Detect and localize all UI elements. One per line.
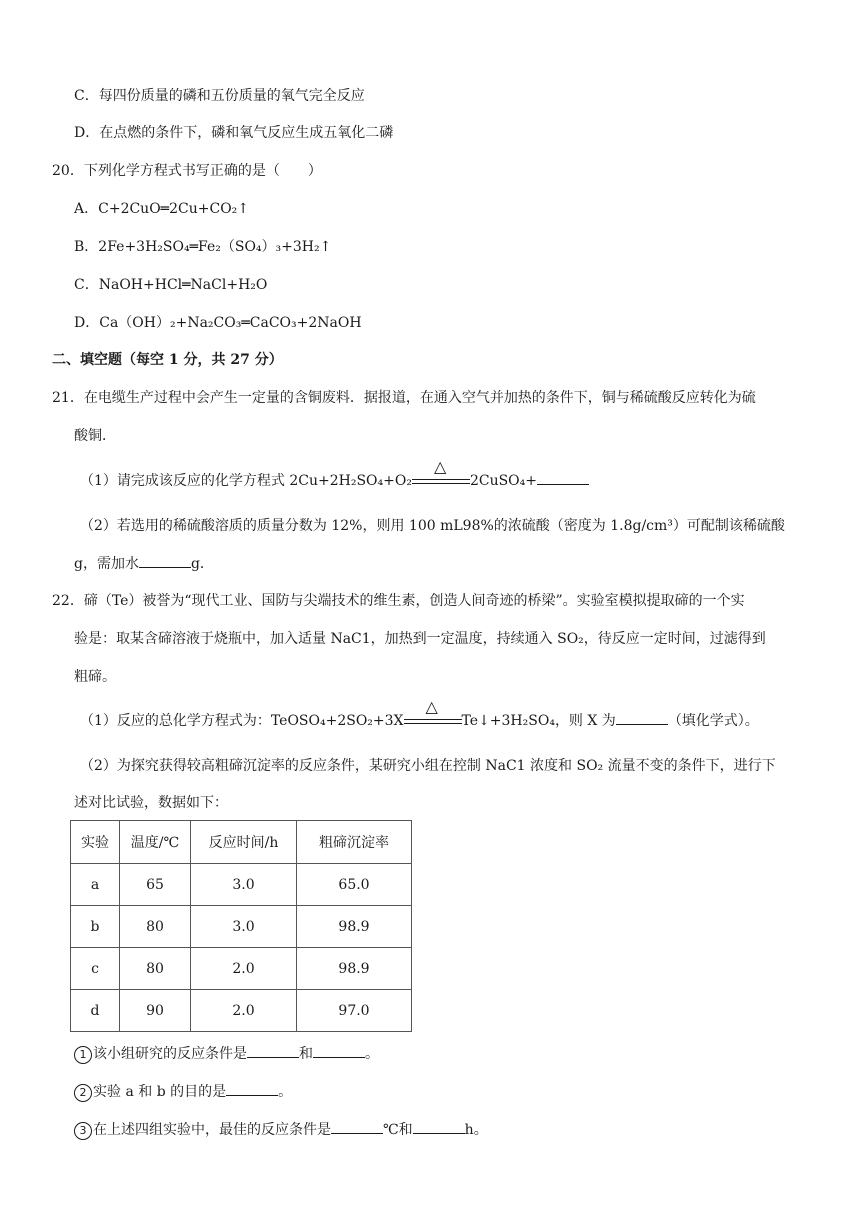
table-row bbox=[71, 906, 412, 948]
q20-option-a bbox=[74, 199, 249, 219]
option-equation: 2Fe+3H₂SO₄═Fe₂（SO₄）₃+3H₂↑ bbox=[98, 239, 332, 255]
q21-part2-unit: g． bbox=[190, 556, 214, 572]
heat-triangle-icon: △ bbox=[433, 457, 447, 476]
experiment-data-table bbox=[70, 820, 412, 1032]
table-row bbox=[71, 948, 412, 990]
q22-sub1 bbox=[74, 1043, 379, 1064]
table-cell: a bbox=[71, 864, 120, 906]
q22-part2-line2: 述对比试验，数据如下： bbox=[74, 795, 228, 811]
circled-number-icon: 2 bbox=[74, 1084, 92, 1102]
q22-sub1-and: 和 bbox=[299, 1046, 313, 1062]
q21-stem-line2: 酸铜． bbox=[74, 428, 116, 444]
q22-part1-end: （填化学式）。 bbox=[667, 713, 759, 729]
option-label: B． bbox=[74, 239, 99, 255]
section-2-title: 二、填空题（每空 1 分，共 27 分） bbox=[52, 352, 283, 368]
q21-part2-line1: （2）若选用的稀硫酸溶质的质量分数为 12%，则用 100 mL98%的浓硫酸（密度为 1.8g/cm³）可配制该稀硫酸 bbox=[80, 518, 785, 534]
q22-stem-line2: 验是：取某含碲溶液于烧瓶中，加入适量 NaC1，加热到一定温度，持续通入 SO₂，待反应一定时间，过滤得到 bbox=[74, 631, 766, 647]
answer-blank[interactable] bbox=[331, 1119, 383, 1134]
q21-part2-text: g，需加水 bbox=[74, 556, 139, 572]
table-row bbox=[71, 864, 412, 906]
table-cell: 97.0 bbox=[297, 990, 412, 1032]
q22-sub3-end: h。 bbox=[464, 1122, 488, 1138]
q22-sub3 bbox=[74, 1119, 488, 1140]
answer-blank[interactable] bbox=[139, 553, 191, 568]
answer-blank[interactable] bbox=[247, 1043, 299, 1058]
heating-equals-sign bbox=[412, 457, 470, 491]
table-cell: 98.9 bbox=[297, 948, 412, 990]
heating-equals-sign bbox=[404, 697, 462, 731]
table-header-cell: 实验 bbox=[71, 821, 120, 864]
option-label: C． bbox=[74, 277, 99, 293]
table-cell: 65 bbox=[120, 864, 191, 906]
q21-part1 bbox=[80, 457, 589, 491]
option-equation: NaOH+HCl═NaCl+H₂O bbox=[98, 277, 268, 293]
table-header-cell: 温度/℃ bbox=[120, 821, 191, 864]
table-cell: 65.0 bbox=[297, 864, 412, 906]
table-header-cell: 粗碲沉淀率 bbox=[297, 821, 412, 864]
q22-part1-text: （1）反应的总化学方程式为：TeOSO₄+2SO₂+3X bbox=[80, 713, 404, 729]
q21-part2-line2 bbox=[74, 553, 214, 574]
q20-stem: 20．下列化学方程式书写正确的是（ ） bbox=[52, 163, 322, 179]
q22-sub1-text: 该小组研究的反应条件是 bbox=[93, 1046, 247, 1062]
q22-sub3-text: 在上述四组实验中，最佳的反应条件是 bbox=[93, 1122, 331, 1138]
q22-part1 bbox=[80, 697, 759, 731]
table-row bbox=[71, 990, 412, 1032]
q22-sub2-end: 。 bbox=[278, 1084, 293, 1100]
q22-sub1-end: 。 bbox=[365, 1046, 379, 1062]
answer-blank[interactable] bbox=[313, 1043, 365, 1058]
q22-stem-line3: 粗碲。 bbox=[74, 669, 116, 685]
table-cell: 3.0 bbox=[191, 906, 297, 948]
table-cell: 80 bbox=[120, 948, 191, 990]
table-cell: c bbox=[71, 948, 120, 990]
table-cell: b bbox=[71, 906, 120, 948]
heat-triangle-icon: △ bbox=[425, 697, 438, 716]
q22-sub3-unit: ℃和 bbox=[383, 1122, 413, 1138]
option-equation: C+2CuO═2Cu+CO₂↑ bbox=[98, 201, 250, 217]
table-header-row bbox=[71, 821, 412, 864]
q22-sub2 bbox=[74, 1081, 292, 1102]
table-cell: 98.9 bbox=[297, 906, 412, 948]
q21-part1-text: （1）请完成该反应的化学方程式 2Cu+2H₂SO₄+O₂ bbox=[80, 473, 412, 489]
q21-stem-line1: 21．在电缆生产过程中会产生一定量的含铜废料．据报道，在通入空气并加热的条件下，铜与稀硫酸反应转化为硫 bbox=[52, 390, 756, 406]
answer-blank[interactable] bbox=[616, 710, 668, 725]
q22-sub2-text: 实验 a 和 b 的目的是 bbox=[93, 1084, 227, 1100]
option-equation: Ca（OH）₂+Na₂CO₃═CaCO₃+2NaOH bbox=[99, 315, 362, 331]
answer-blank[interactable] bbox=[413, 1119, 465, 1134]
table-header-cell: 反应时间/h bbox=[191, 821, 297, 864]
answer-blank[interactable] bbox=[537, 470, 589, 485]
circled-number-icon: 1 bbox=[74, 1046, 92, 1064]
option-label: A． bbox=[74, 201, 99, 217]
q21-part1-product: 2CuSO₄+ bbox=[469, 473, 537, 489]
q22-part2-line1: （2）为探究获得较高粗碲沉淀率的反应条件，某研究小组在控制 NaC1 浓度和 SO₂ 流量不变的条件下，进行下 bbox=[80, 758, 776, 774]
answer-blank[interactable] bbox=[226, 1081, 278, 1096]
q20-option-c bbox=[74, 275, 267, 295]
q19-option-c: C．每四份质量的磷和五份质量的氧气完全反应 bbox=[74, 88, 365, 104]
circled-number-icon: 3 bbox=[74, 1122, 92, 1140]
q20-option-d bbox=[74, 313, 362, 333]
table-cell: d bbox=[71, 990, 120, 1032]
table-cell: 3.0 bbox=[191, 864, 297, 906]
table-cell: 90 bbox=[120, 990, 191, 1032]
option-label: D． bbox=[74, 315, 100, 331]
table-cell: 2.0 bbox=[191, 948, 297, 990]
table-cell: 80 bbox=[120, 906, 191, 948]
q22-part1-mid: Te↓+3H₂SO₄，则 X 为 bbox=[461, 713, 616, 729]
q19-option-d: D．在点燃的条件下，磷和氧气反应生成五氧化二磷 bbox=[74, 125, 394, 141]
q20-option-b bbox=[74, 237, 331, 257]
table-cell: 2.0 bbox=[191, 990, 297, 1032]
q22-stem-line1: 22．碲（Te）被誉为“现代工业、国防与尖端技术的维生素，创造人间奇迹的桥梁”。实验室模拟提取碲的一个实 bbox=[52, 593, 745, 609]
